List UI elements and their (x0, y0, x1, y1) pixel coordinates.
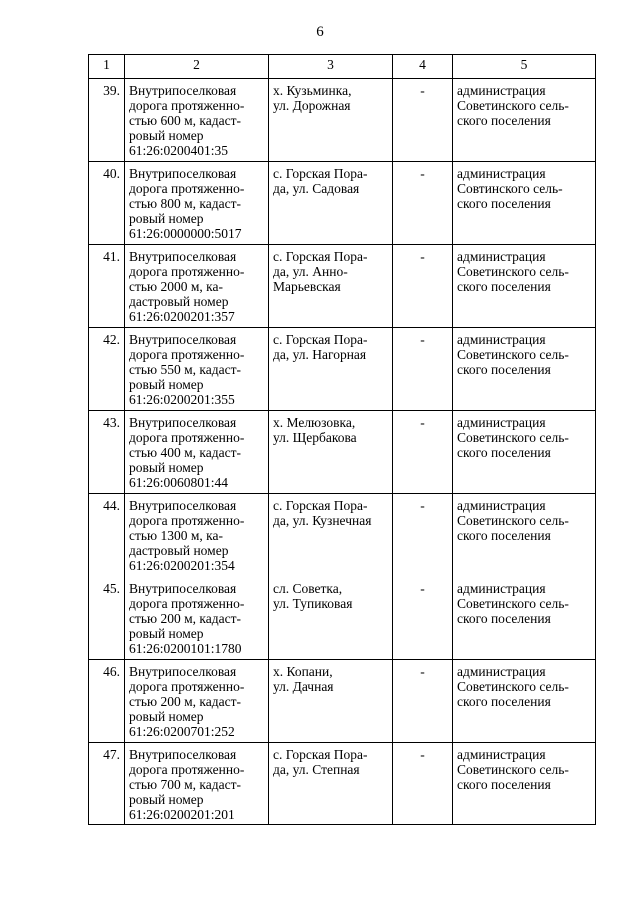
owner-organization (453, 743, 596, 825)
row-number: 47. (89, 743, 125, 825)
road-location-line: ул. Щербакова (273, 430, 357, 445)
road-location-line: да, ул. Анно- (273, 264, 348, 279)
road-description-line: дастровый номер (129, 543, 229, 558)
owner-organization-line: администрация (457, 415, 546, 430)
owner-organization-line: Совтинского сель- (457, 181, 563, 196)
column-4-value: - (393, 660, 453, 743)
road-description-line: 61:26:0060801:44 (129, 475, 229, 490)
table-row (89, 660, 596, 743)
road-description-line: стью 2000 м, ка- (129, 279, 224, 294)
road-description-line: Внутрипоселковая (129, 498, 237, 513)
road-description-line: 61:26:0200701:252 (129, 724, 235, 739)
road-location-line: с. Горская Пора- (273, 332, 368, 347)
owner-organization-line: ского поселения (457, 777, 551, 792)
road-description-line: ровый номер (129, 792, 204, 807)
owner-organization-line: ского поселения (457, 279, 551, 294)
owner-organization-line: ского поселения (457, 362, 551, 377)
road-location-line: с. Горская Пора- (273, 249, 368, 264)
owner-organization-line: администрация (457, 747, 546, 762)
owner-organization-line: Советинского сель- (457, 98, 569, 113)
road-description-line: 61:26:0200201:355 (129, 392, 235, 407)
owner-organization (453, 577, 596, 660)
owner-organization (453, 328, 596, 411)
road-location-line: ул. Дорожная (273, 98, 351, 113)
road-description-line: ровый номер (129, 128, 204, 143)
road-description (125, 79, 269, 162)
road-description-line: Внутрипоселковая (129, 415, 237, 430)
table-row (89, 328, 596, 411)
road-description-line: ровый номер (129, 709, 204, 724)
road-location-line: х. Мелюзовка, (273, 415, 356, 430)
road-description-line: стью 600 м, кадаст- (129, 113, 242, 128)
road-location-line: да, ул. Кузнечная (273, 513, 372, 528)
road-description-line: Внутрипоселковая (129, 747, 237, 762)
row-number: 44. (89, 494, 125, 577)
owner-organization-line: Советинского сель- (457, 347, 569, 362)
road-description (125, 494, 269, 577)
owner-organization-line: Советинского сель- (457, 264, 569, 279)
road-description (125, 743, 269, 825)
owner-organization (453, 79, 596, 162)
road-location (269, 411, 393, 494)
road-location-line: с. Горская Пора- (273, 747, 368, 762)
table-row (89, 411, 596, 494)
table-row (89, 162, 596, 245)
owner-organization-line: Советинского сель- (457, 430, 569, 445)
table-row (89, 79, 596, 162)
row-number: 45. (89, 577, 125, 660)
road-description-line: стью 800 м, кадаст- (129, 196, 242, 211)
owner-organization-line: ского поселения (457, 528, 551, 543)
row-number: 43. (89, 411, 125, 494)
road-description-line: стью 550 м, кадаст- (129, 362, 242, 377)
owner-organization (453, 245, 596, 328)
column-4-value: - (393, 79, 453, 162)
road-description-line: Внутрипоселковая (129, 332, 237, 347)
table-row (89, 494, 596, 577)
road-description (125, 162, 269, 245)
owner-organization (453, 411, 596, 494)
row-number: 39. (89, 79, 125, 162)
road-description-line: Внутрипоселковая (129, 249, 237, 264)
owner-organization-line: администрация (457, 498, 546, 513)
road-description-line: Внутрипоселковая (129, 580, 237, 596)
owner-organization-line: ского поселения (457, 113, 551, 128)
road-description-line: дастровый номер (129, 294, 229, 309)
road-description-line: 61:26:0000000:5017 (129, 226, 242, 241)
road-location (269, 494, 393, 577)
owner-organization-line: Советинского сель- (457, 595, 569, 611)
road-description-line: дорога протяженно- (129, 347, 245, 362)
column-header: 3 (269, 55, 393, 79)
column-header: 5 (453, 55, 596, 79)
column-4-value: - (393, 411, 453, 494)
owner-organization (453, 660, 596, 743)
owner-organization (453, 162, 596, 245)
road-description-line: дорога протяженно- (129, 595, 245, 611)
road-location-line: да, ул. Нагорная (273, 347, 367, 362)
owner-organization-line: Советинского сель- (457, 513, 569, 528)
road-description-line: 61:26:0200401:35 (129, 143, 229, 158)
road-description-line: дорога протяженно- (129, 181, 245, 196)
owner-organization-line: администрация (457, 332, 546, 347)
road-location-line: ул. Дачная (273, 679, 334, 694)
owner-organization-line: ского поселения (457, 694, 551, 709)
column-header: 1 (89, 55, 125, 79)
road-description (125, 245, 269, 328)
road-location-line: ул. Тупиковая (273, 595, 353, 611)
owner-organization (453, 494, 596, 577)
road-description (125, 660, 269, 743)
road-description-line: ровый номер (129, 377, 204, 392)
road-description-line: 61:26:0200201:354 (129, 558, 235, 573)
owner-organization-line: администрация (457, 664, 546, 679)
owner-organization-line: ского поселения (457, 196, 551, 211)
road-description-line: Внутрипоселковая (129, 664, 237, 679)
road-location-line: х. Копани, (273, 664, 333, 679)
column-header: 2 (125, 55, 269, 79)
road-description-line: стью 400 м, кадаст- (129, 445, 242, 460)
column-4-value: - (393, 577, 453, 660)
road-location-line: х. Кузьминка, (273, 83, 352, 98)
road-location (269, 660, 393, 743)
column-4-value: - (393, 494, 453, 577)
column-4-value: - (393, 162, 453, 245)
road-location (269, 328, 393, 411)
road-description-line: Внутрипоселковая (129, 166, 237, 181)
road-location (269, 245, 393, 328)
road-description-line: 61:26:0200101:1780 (129, 640, 242, 656)
column-4-value: - (393, 743, 453, 825)
row-number: 42. (89, 328, 125, 411)
table-row (89, 245, 596, 328)
road-location-line: сл. Советка, (273, 580, 343, 596)
road-location-line: с. Горская Пора- (273, 166, 368, 181)
column-4-value: - (393, 328, 453, 411)
owner-organization-line: ского поселения (457, 445, 551, 460)
row-number: 40. (89, 162, 125, 245)
road-description-line: стью 700 м, кадаст- (129, 777, 242, 792)
road-location (269, 79, 393, 162)
road-description-line: дорога протяженно- (129, 98, 245, 113)
road-description-line: ровый номер (129, 625, 204, 641)
road-description (125, 577, 269, 660)
registry-table (88, 54, 596, 825)
road-location-line: да, ул. Садовая (273, 181, 360, 196)
road-description-line: дорога протяженно- (129, 264, 245, 279)
table-header-row (89, 55, 596, 79)
road-location-line: да, ул. Степная (273, 762, 360, 777)
owner-organization-line: администрация (457, 249, 546, 264)
owner-organization-line: администрация (457, 166, 546, 181)
road-location (269, 577, 393, 660)
owner-organization-line: ского поселения (457, 610, 551, 626)
road-description-line: дорога протяженно- (129, 513, 245, 528)
owner-organization-line: Советинского сель- (457, 762, 569, 777)
owner-organization-line: администрация (457, 83, 546, 98)
road-description-line: 61:26:0200201:201 (129, 807, 235, 822)
row-number: 41. (89, 245, 125, 328)
road-description-line: стью 1300 м, ка- (129, 528, 224, 543)
road-location (269, 162, 393, 245)
road-location-line: с. Горская Пора- (273, 498, 368, 513)
road-description-line: 61:26:0200201:357 (129, 309, 235, 324)
column-4-value: - (393, 245, 453, 328)
owner-organization-line: администрация (457, 580, 546, 596)
row-number: 46. (89, 660, 125, 743)
road-description-line: Внутрипоселковая (129, 83, 237, 98)
owner-organization-line: Советинского сель- (457, 679, 569, 694)
table-row (89, 743, 596, 825)
page-number: 6 (316, 24, 324, 40)
road-description-line: дорога протяженно- (129, 430, 245, 445)
road-description-line: ровый номер (129, 211, 204, 226)
road-description-line: ровый номер (129, 460, 204, 475)
road-description-line: стью 200 м, кадаст- (129, 694, 242, 709)
road-description-line: дорога протяженно- (129, 762, 245, 777)
road-description (125, 411, 269, 494)
road-description (125, 328, 269, 411)
column-header: 4 (393, 55, 453, 79)
road-location-line: Марьевская (273, 279, 341, 294)
road-description-line: стью 200 м, кадаст- (129, 610, 242, 626)
table-row (89, 577, 596, 660)
road-description-line: дорога протяженно- (129, 679, 245, 694)
road-location (269, 743, 393, 825)
